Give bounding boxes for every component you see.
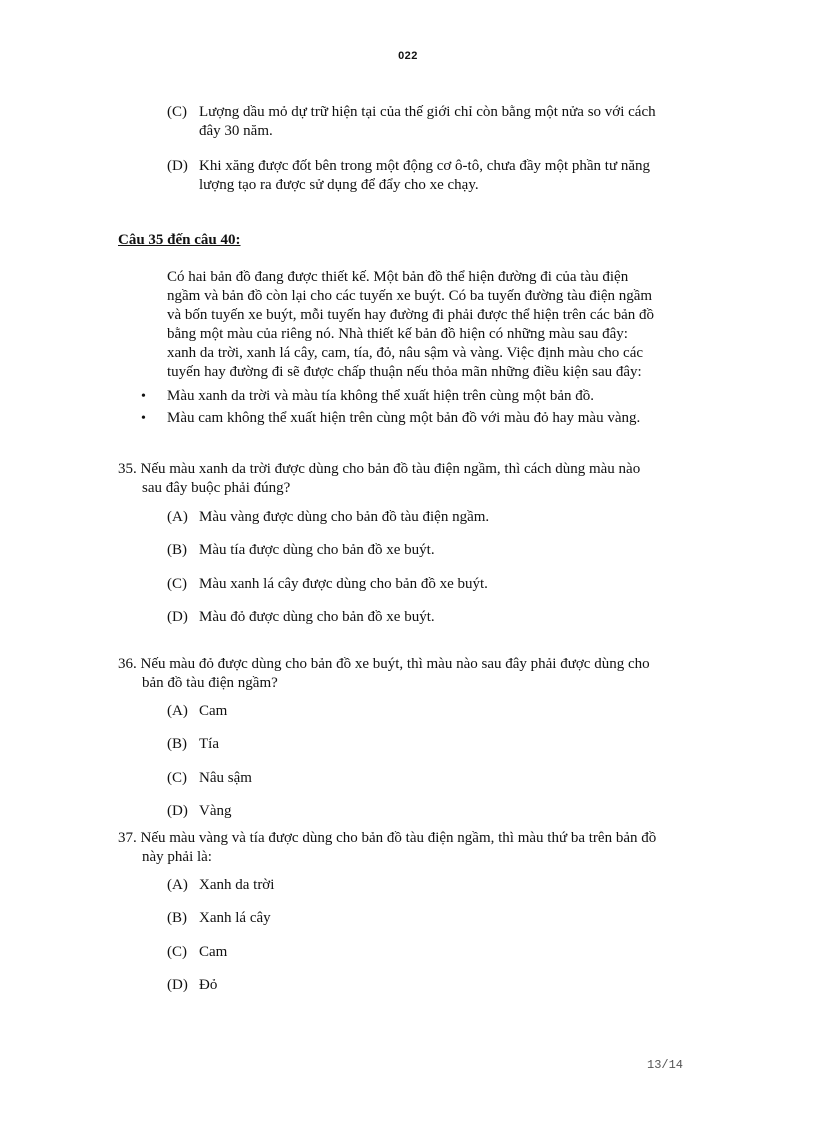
question-37-option-c (167, 943, 227, 962)
option-text: Đỏ (199, 977, 218, 993)
question-35-option-c (167, 575, 488, 594)
option-letter: (C) (167, 576, 187, 592)
passage-line: và bốn tuyến xe buýt, mỗi tuyến hay đường đi phải được thể hiện trên các bản đồ (167, 307, 655, 323)
page-code: 022 (398, 50, 418, 62)
question-35-option-d (167, 608, 435, 627)
option-letter: (A) (167, 703, 188, 719)
question-35-option-b (167, 541, 435, 560)
passage-line: ngầm và bản đồ còn lại cho các tuyến xe buýt. Có ba tuyến đường tàu điện ngầm (167, 288, 653, 304)
question-36-option-a (167, 702, 227, 721)
condition-item: Màu cam không thể xuất hiện trên cùng một bản đồ với màu đỏ hay màu vàng. (167, 410, 641, 426)
prev-option-c-cont: đây 30 năm. (199, 123, 273, 139)
option-letter: (D) (167, 609, 188, 625)
option-text: Xanh da trời (199, 877, 275, 893)
option-text: Màu đỏ được dùng cho bản đồ xe buýt. (199, 609, 435, 625)
passage-line: bằng một màu của riêng nó. Nhà thiết kế bản đồ hiện có những màu sau đây: (167, 326, 628, 342)
option-letter: (C) (167, 770, 187, 786)
condition-item: Màu xanh da trời và màu tía không thể xuất hiện trên cùng một bản đồ. (167, 388, 594, 404)
option-text: Màu xanh lá cây được dùng cho bản đồ xe buýt. (199, 576, 488, 592)
question-35-option-a (167, 508, 489, 527)
option-letter: (B) (167, 736, 187, 752)
question-36-stem-cont: bản đồ tàu điện ngầm? (142, 675, 278, 691)
section-heading: Câu 35 đến câu 40: (118, 232, 241, 248)
passage-line: Có hai bản đồ đang được thiết kế. Một bản đồ thể hiện đường đi của tàu điện (167, 269, 629, 285)
option-text: Cam (199, 944, 228, 960)
option-text: Màu tía được dùng cho bản đồ xe buýt. (199, 542, 435, 558)
page-number: 13/14 (647, 1058, 684, 1072)
option-letter: (C) (167, 104, 187, 120)
question-35-stem-cont: sau đây buộc phải đúng? (142, 480, 291, 496)
question-36-option-d (167, 802, 232, 821)
question-35-stem: 35. Nếu màu xanh da trời được dùng cho bản đồ tàu điện ngầm, thì cách dùng màu nào (118, 461, 641, 477)
option-letter: (B) (167, 910, 187, 926)
option-text: Cam (199, 703, 228, 719)
prev-option-d (167, 157, 650, 176)
question-37-stem-cont: này phải là: (142, 849, 212, 865)
question-37-option-b (167, 909, 271, 928)
option-text: Vàng (199, 803, 232, 819)
question-37-option-a (167, 876, 274, 895)
question-37-option-d (167, 976, 217, 995)
bullet-icon: • (141, 389, 146, 404)
option-letter: (A) (167, 877, 188, 893)
option-text: Khi xăng được đốt bên trong một động cơ ô-tô, chưa đầy một phần tư năng (199, 158, 651, 174)
option-text: Nâu sậm (199, 770, 252, 786)
option-text: Lượng dầu mỏ dự trữ hiện tại của thế giới chỉ còn bằng một nửa so với cách (199, 104, 656, 120)
prev-option-d-cont: lượng tạo ra được sử dụng để đẩy cho xe chạy. (199, 177, 479, 193)
bullet-icon: • (141, 411, 146, 426)
passage-line: tuyến hay đường đi sẽ được chấp thuận nếu thỏa mãn những điều kiện sau đây: (167, 364, 642, 380)
option-letter: (D) (167, 977, 188, 993)
option-text: Màu vàng được dùng cho bản đồ tàu điện ngầm. (199, 509, 490, 525)
option-letter: (A) (167, 509, 188, 525)
question-37-stem: 37. Nếu màu vàng và tía được dùng cho bản đồ tàu điện ngầm, thì màu thứ ba trên bản đồ (118, 830, 657, 846)
option-letter: (D) (167, 803, 188, 819)
question-36-stem: 36. Nếu màu đỏ được dùng cho bản đồ xe buýt, thì màu nào sau đây phải được dùng cho (118, 656, 650, 672)
option-text: Tía (199, 736, 219, 752)
question-36-option-c (167, 769, 252, 788)
option-letter: (C) (167, 944, 187, 960)
passage-line: xanh da trời, xanh lá cây, cam, tía, đỏ, nâu sậm và vàng. Việc định màu cho các (167, 345, 644, 361)
prev-option-c (167, 103, 656, 122)
option-letter: (D) (167, 158, 188, 174)
option-letter: (B) (167, 542, 187, 558)
option-text: Xanh lá cây (199, 910, 271, 926)
question-36-option-b (167, 735, 219, 754)
